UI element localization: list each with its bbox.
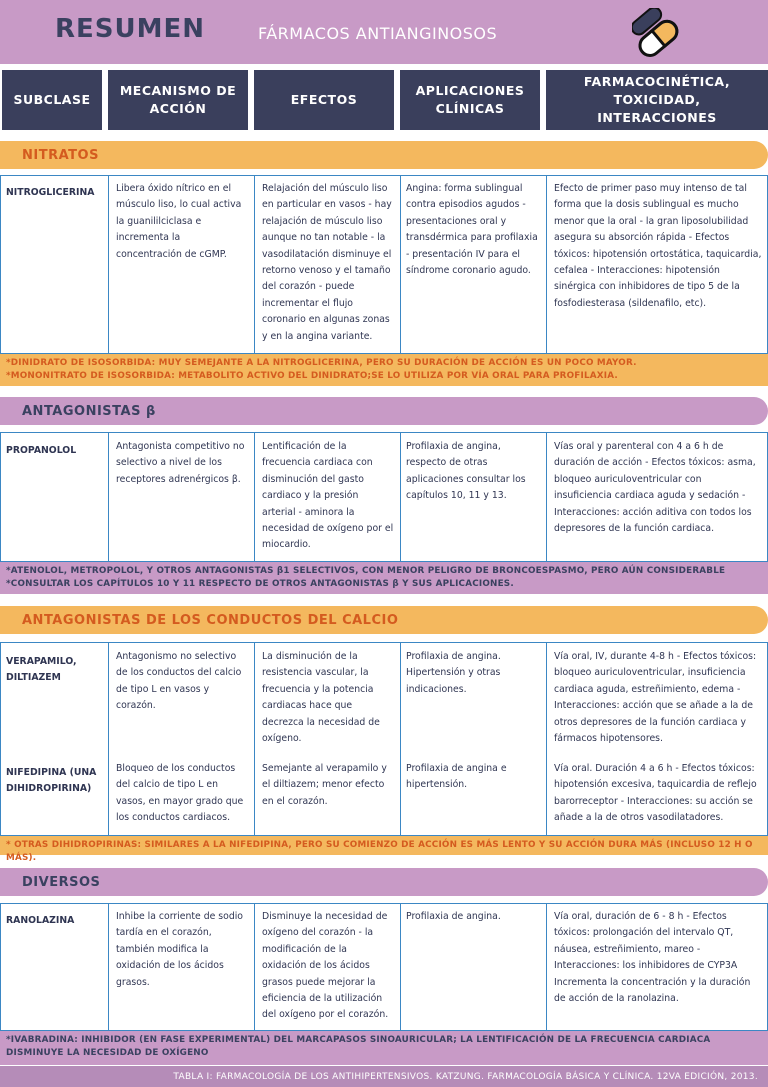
cell-aplicaciones: Profilaxia de angina. [406,911,501,922]
note-line: *CONSULTAR LOS CAPÍTULOS 10 Y 11 RESPECTO DE OTROS ANTAGONISTAS β Y SUS APLICACIONES. [6,579,514,589]
drug-name-propanolol: PROPANOLOL [6,445,77,456]
cell-farmacocinetica: Vía oral. Duración 4 a 6 h - Efectos tóxicos: hipotensión excesiva, taquicardia de reflejo barorreceptor - Interacciones: su acción se añade a la de otros vasodilatadores. [554,763,757,824]
cell-mecanismo: Bloqueo de los conductos del calcio de tipo L en vasos, en mayor grado que los conductos cardiacos. [116,763,244,824]
column-divider [254,903,255,1031]
section-header-nitratos: NITRATOS [0,141,768,169]
section-notes-diversos [0,1031,768,1065]
cell-efectos: Disminuye la necesidad de oxígeno del corazón - la modificación de la oxidación de los ácidos grasos puede mejorar la eficiencia de la utilización del oxígeno por el corazón. [262,911,389,1021]
source-footer: TABLA I: FARMACOLOGÍA DE LOS ANTIHIPERTENSIVOS. KATZUNG. FARMACOLOGÍA BÁSICA Y CLÍNICA. 12VA EDICIÓN, 2013. [0,1066,768,1087]
column-divider [400,175,401,354]
cell-aplicaciones: Angina: forma sublingual contra episodios agudos - presentaciones oral y transdérmica para profilaxia - presentación IV para el síndrome coronario agudo. [406,183,538,277]
cell-farmacocinetica: Vías oral y parenteral con 4 a 6 h de duración de acción - Efectos tóxicos: asma, bloqueo auriculoventricular con insuficiencia cardiaca aguda y sedación - Interacciones: acción aditiva con todos los depresores de la función cardiaca. [554,441,756,535]
capsule-pills-icon [632,8,692,60]
page-subtitle: FÁRMACOS ANTIANGINOSOS [258,24,498,43]
column-divider [254,432,255,562]
section-notes-antagonistas-calcio [0,836,768,863]
cell-efectos: Semejante al verapamilo y el diltiazem; menor efecto en el corazón. [262,763,387,807]
cell-aplicaciones: Profilaxia de angina, respecto de otras aplicaciones consultar los capítulos 10, 11 y 13. [406,441,526,502]
cell-farmacocinetica: Vía oral, IV, durante 4-8 h - Efectos tóxicos: bloqueo auriculoventricular, insuficiencia cardiaca aguda, estreñimiento, edema - Interacciones: acción que se añade a la de otros depresores de la función cardiaca y fármacos hipotensores. [554,651,757,745]
column-divider [254,175,255,354]
page-title: RESUMEN [55,14,206,44]
cell-aplicaciones: Profilaxia de angina e hipertensión. [406,763,507,791]
column-divider [108,432,109,562]
column-header-efectos: EFECTOS [254,70,394,130]
cell-mecanismo: Antagonismo no selectivo de los conductos del calcio de tipo L en vasos y corazón. [116,651,242,712]
column-divider [546,432,547,562]
drug-name-nitroglicerina: NITROGLICERINA [6,187,95,198]
section-header-antagonistas-calcio: ANTAGONISTAS DE LOS CONDUCTOS DEL CALCIO [0,606,768,634]
column-divider [108,903,109,1031]
note-line: *IVABRADINA: INHIBIDOR (EN FASE EXPERIMENTAL) DEL MARCAPASOS SINOAURICULAR; LA LENTIFICACIÓN DE LA FRECUENCIA CARDIACA DISMINUYE LA NECESIDAD DE OXÍGENO [6,1035,711,1058]
cell-efectos: La disminución de la resistencia vascular, la frecuencia y la potencia cardiacas hace que decrezca la necesidad de oxígeno. [262,651,380,745]
cell-mecanismo: Antagonista competitivo no selectivo a nivel de los receptores adrenérgicos β. [116,441,245,485]
cell-efectos: Relajación del músculo liso en particular en vasos - hay relajación de músculo liso aunque no tan notable - la vasodilatación disminuye el retorno venoso y el tamaño del corazón - puede incrementar el flujo coronario en algunas zonas y en la angina variante. [262,183,392,342]
column-divider [400,432,401,562]
section-header-diversos: DIVERSOS [0,868,768,896]
column-header-mecanismo: MECANISMO DE ACCIÓN [108,70,248,130]
column-divider [400,903,401,1031]
column-header-aplicaciones: APLICACIONES CLÍNICAS [400,70,540,130]
column-divider [546,642,547,836]
drug-name-verapamilo: VERAPAMILO, DILTIAZEM [6,656,77,683]
column-divider [546,175,547,354]
column-divider [108,642,109,836]
drug-name-ranolazina: RANOLAZINA [6,915,75,926]
column-divider [400,642,401,836]
section-notes-nitratos [0,354,768,386]
cell-aplicaciones: Profilaxia de angina. Hipertensión y otras indicaciones. [406,651,501,695]
cell-mecanismo: Libera óxido nítrico en el músculo liso, lo cual activa la guanililciclasa e incrementa la concentración de cGMP. [116,183,242,260]
cell-efectos: Lentificación de la frecuencia cardiaca con disminución del gasto cardiaco y la presión arterial - aminora la necesidad de oxígeno por el miocardio. [262,441,394,551]
cell-farmacocinetica: Efecto de primer paso muy intenso de tal forma que la dosis sublingual es mucho menor que la oral - la gran liposolubilidad asegura su absorción rápida - Efectos tóxicos: hipotensión ortostática, taquicardia, cefalea - Interacciones: hipotensión sinérgica con inhibidores de tipo 5 de la fosfodiesterasa (sildenafilo, etc). [554,183,762,309]
column-divider [254,642,255,836]
note-line: *MONONITRATO DE ISOSORBIDA: METABOLITO ACTIVO DEL DINIDRATO;SE LO UTILIZA POR VÍA ORAL PARA PROFILAXIA. [6,371,618,381]
column-header-farmacocinetica: FARMACOCINÉTICA, TOXICIDAD, INTERACCIONES [546,70,768,130]
cell-farmacocinetica: Vía oral, duración de 6 - 8 h - Efectos tóxicos: prolongación del intervalo QT, náusea, estreñimiento, mareo - Interacciones: los inhibidores de CYP3A Incrementa la concentración y la duración de acción de la ranolazina. [554,911,751,1005]
cell-mecanismo: Inhibe la corriente de sodio tardía en el corazón, también modifica la oxidación de los ácidos grasos. [116,911,243,988]
note-line: *DINIDRATO DE ISOSORBIDA: MUY SEMEJANTE A LA NITROGLICERINA, PERO SU DURACIÓN DE ACCIÓN ES UN POCO MAYOR. [6,358,637,368]
column-divider [108,175,109,354]
drug-name-nifedipina: NIFEDIPINA (UNA DIHIDROPIRINA) [6,767,97,794]
note-line: * OTRAS DIHIDROPIRINAS: SIMILARES A LA NIFEDIPINA, PERO SU COMIENZO DE ACCIÓN ES MÁS LENTO Y SU ACCIÓN DURA MÁS (INCLUSO 12 H O MÁS). [6,840,753,863]
note-line: *ATENOLOL, METROPOLOL, Y OTROS ANTAGONISTAS β1 SELECTIVOS, CON MENOR PELIGRO DE BRONCOESPASMO, PERO AÚN CONSIDERABLE [6,566,726,576]
column-header-subclase: SUBCLASE [2,70,102,130]
column-divider [546,903,547,1031]
section-header-antagonistas-beta: ANTAGONISTAS β [0,397,768,425]
section-notes-antagonistas-beta [0,562,768,594]
